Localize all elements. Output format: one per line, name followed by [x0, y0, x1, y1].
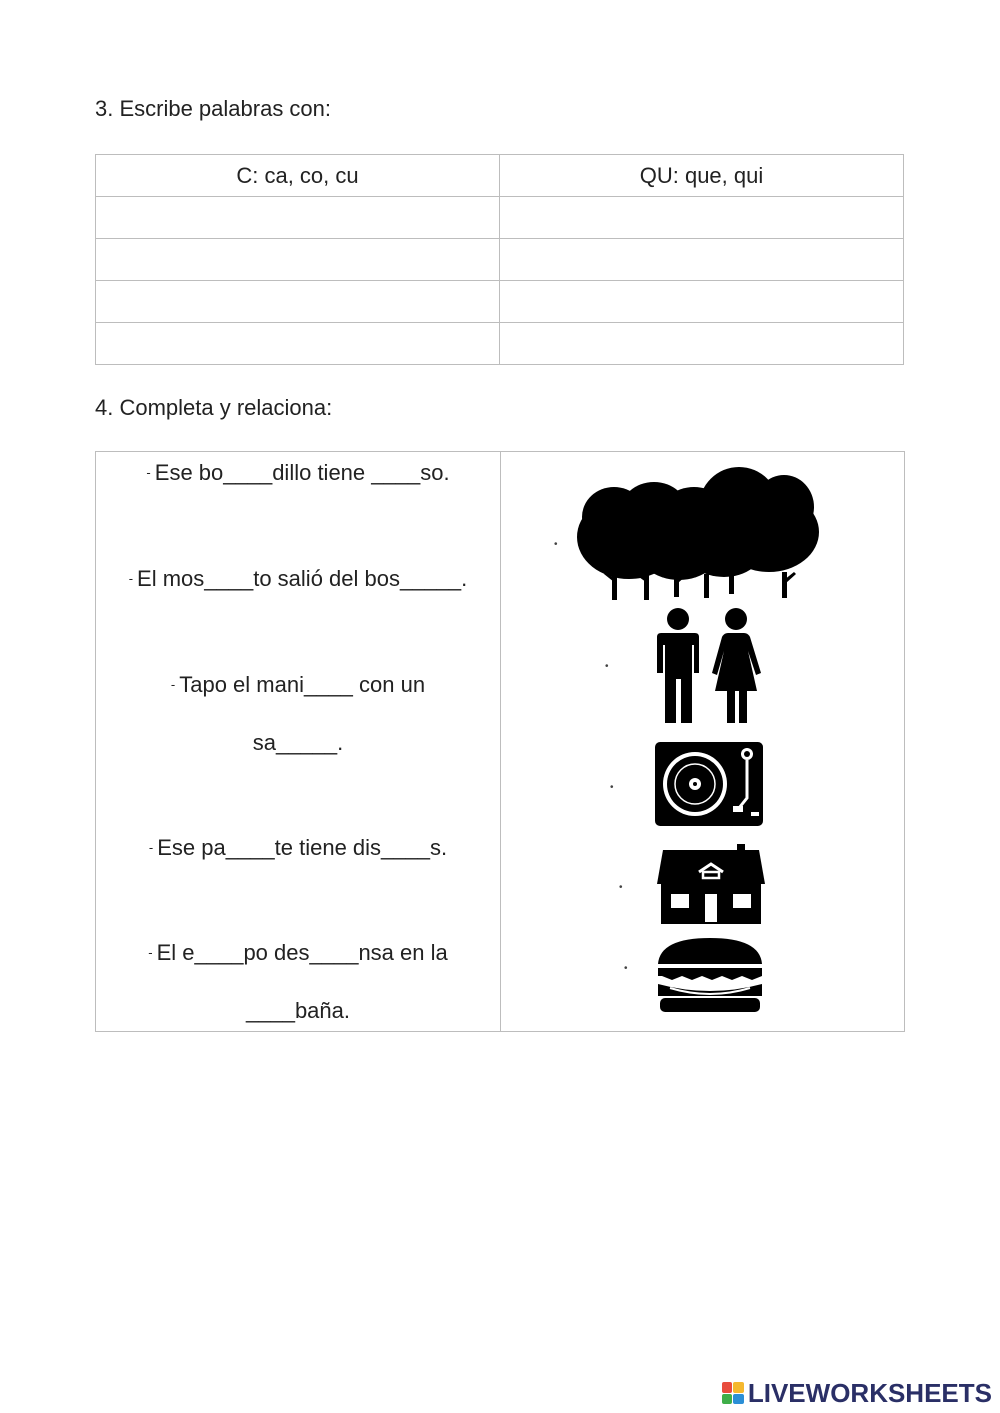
section-4-heading: 4. Completa y relaciona: [95, 395, 333, 420]
sentence-5-text-line2: ____baña. [246, 998, 350, 1023]
dash-bullet: - [148, 839, 154, 855]
sentence-4[interactable] [96, 835, 500, 861]
logo-square-red [722, 1382, 733, 1393]
table-row [96, 197, 904, 239]
sentence-1-text: Ese bo____dillo tiene ____so. [154, 460, 450, 485]
logo-text: LIVEWORKSHEETS [747, 1377, 992, 1408]
sentence-3-continued [96, 730, 500, 756]
match-dot-5[interactable]: • [624, 963, 628, 974]
table-row [96, 323, 904, 365]
answer-cell-c[interactable] [96, 281, 500, 323]
sentence-3-text-line2: sa_____. [252, 730, 344, 755]
logo-square-green [722, 1394, 733, 1405]
sentence-5[interactable] [96, 940, 500, 966]
sentence-5-text: El e____po des____nsa en la [156, 940, 448, 965]
column-divider [500, 452, 501, 1031]
answer-cell-qu[interactable] [500, 197, 904, 239]
column-header-c: C: ca, co, cu [96, 155, 500, 197]
answer-cell-c[interactable] [96, 197, 500, 239]
dash-bullet: - [170, 676, 176, 692]
section-3-heading: 3. Escribe palabras con: [95, 96, 332, 121]
sentence-1[interactable] [96, 460, 500, 486]
liveworksheets-logo [722, 1378, 992, 1408]
match-dot-1[interactable]: • [554, 539, 558, 550]
logo-square-yellow [733, 1382, 744, 1393]
table-row [96, 239, 904, 281]
sentence-2-text: El mos____to salió del bos_____. [137, 566, 468, 591]
answer-cell-c[interactable] [96, 323, 500, 365]
logo-mark-icon [722, 1382, 744, 1404]
dash-bullet: - [148, 944, 153, 960]
words-table [95, 154, 904, 365]
match-dot-2[interactable]: • [605, 661, 609, 672]
dash-bullet: - [146, 464, 151, 480]
sentence-2[interactable] [96, 566, 500, 592]
couple-icon [651, 607, 763, 725]
sentence-3-text: Tapo el mani____ con un [179, 672, 426, 697]
column-header-qu: QU: que, qui [500, 155, 904, 197]
dash-bullet: - [128, 570, 134, 586]
turntable-icon [655, 742, 763, 826]
sentence-3[interactable] [96, 672, 500, 698]
burger-icon [656, 936, 764, 1016]
match-table [95, 451, 905, 1032]
answer-cell-qu[interactable] [500, 281, 904, 323]
table-row [96, 281, 904, 323]
house-icon [655, 842, 767, 924]
sentence-5-continued [96, 998, 500, 1024]
sentence-4-text: Ese pa____te tiene dis____s. [157, 835, 448, 860]
match-dot-3[interactable]: • [610, 782, 614, 793]
trees-icon [574, 462, 824, 602]
answer-cell-qu[interactable] [500, 323, 904, 365]
answer-cell-qu[interactable] [500, 239, 904, 281]
logo-square-blue [733, 1394, 744, 1405]
answer-cell-c[interactable] [96, 239, 500, 281]
table-header-row [96, 155, 904, 197]
match-dot-4[interactable]: • [619, 882, 623, 893]
